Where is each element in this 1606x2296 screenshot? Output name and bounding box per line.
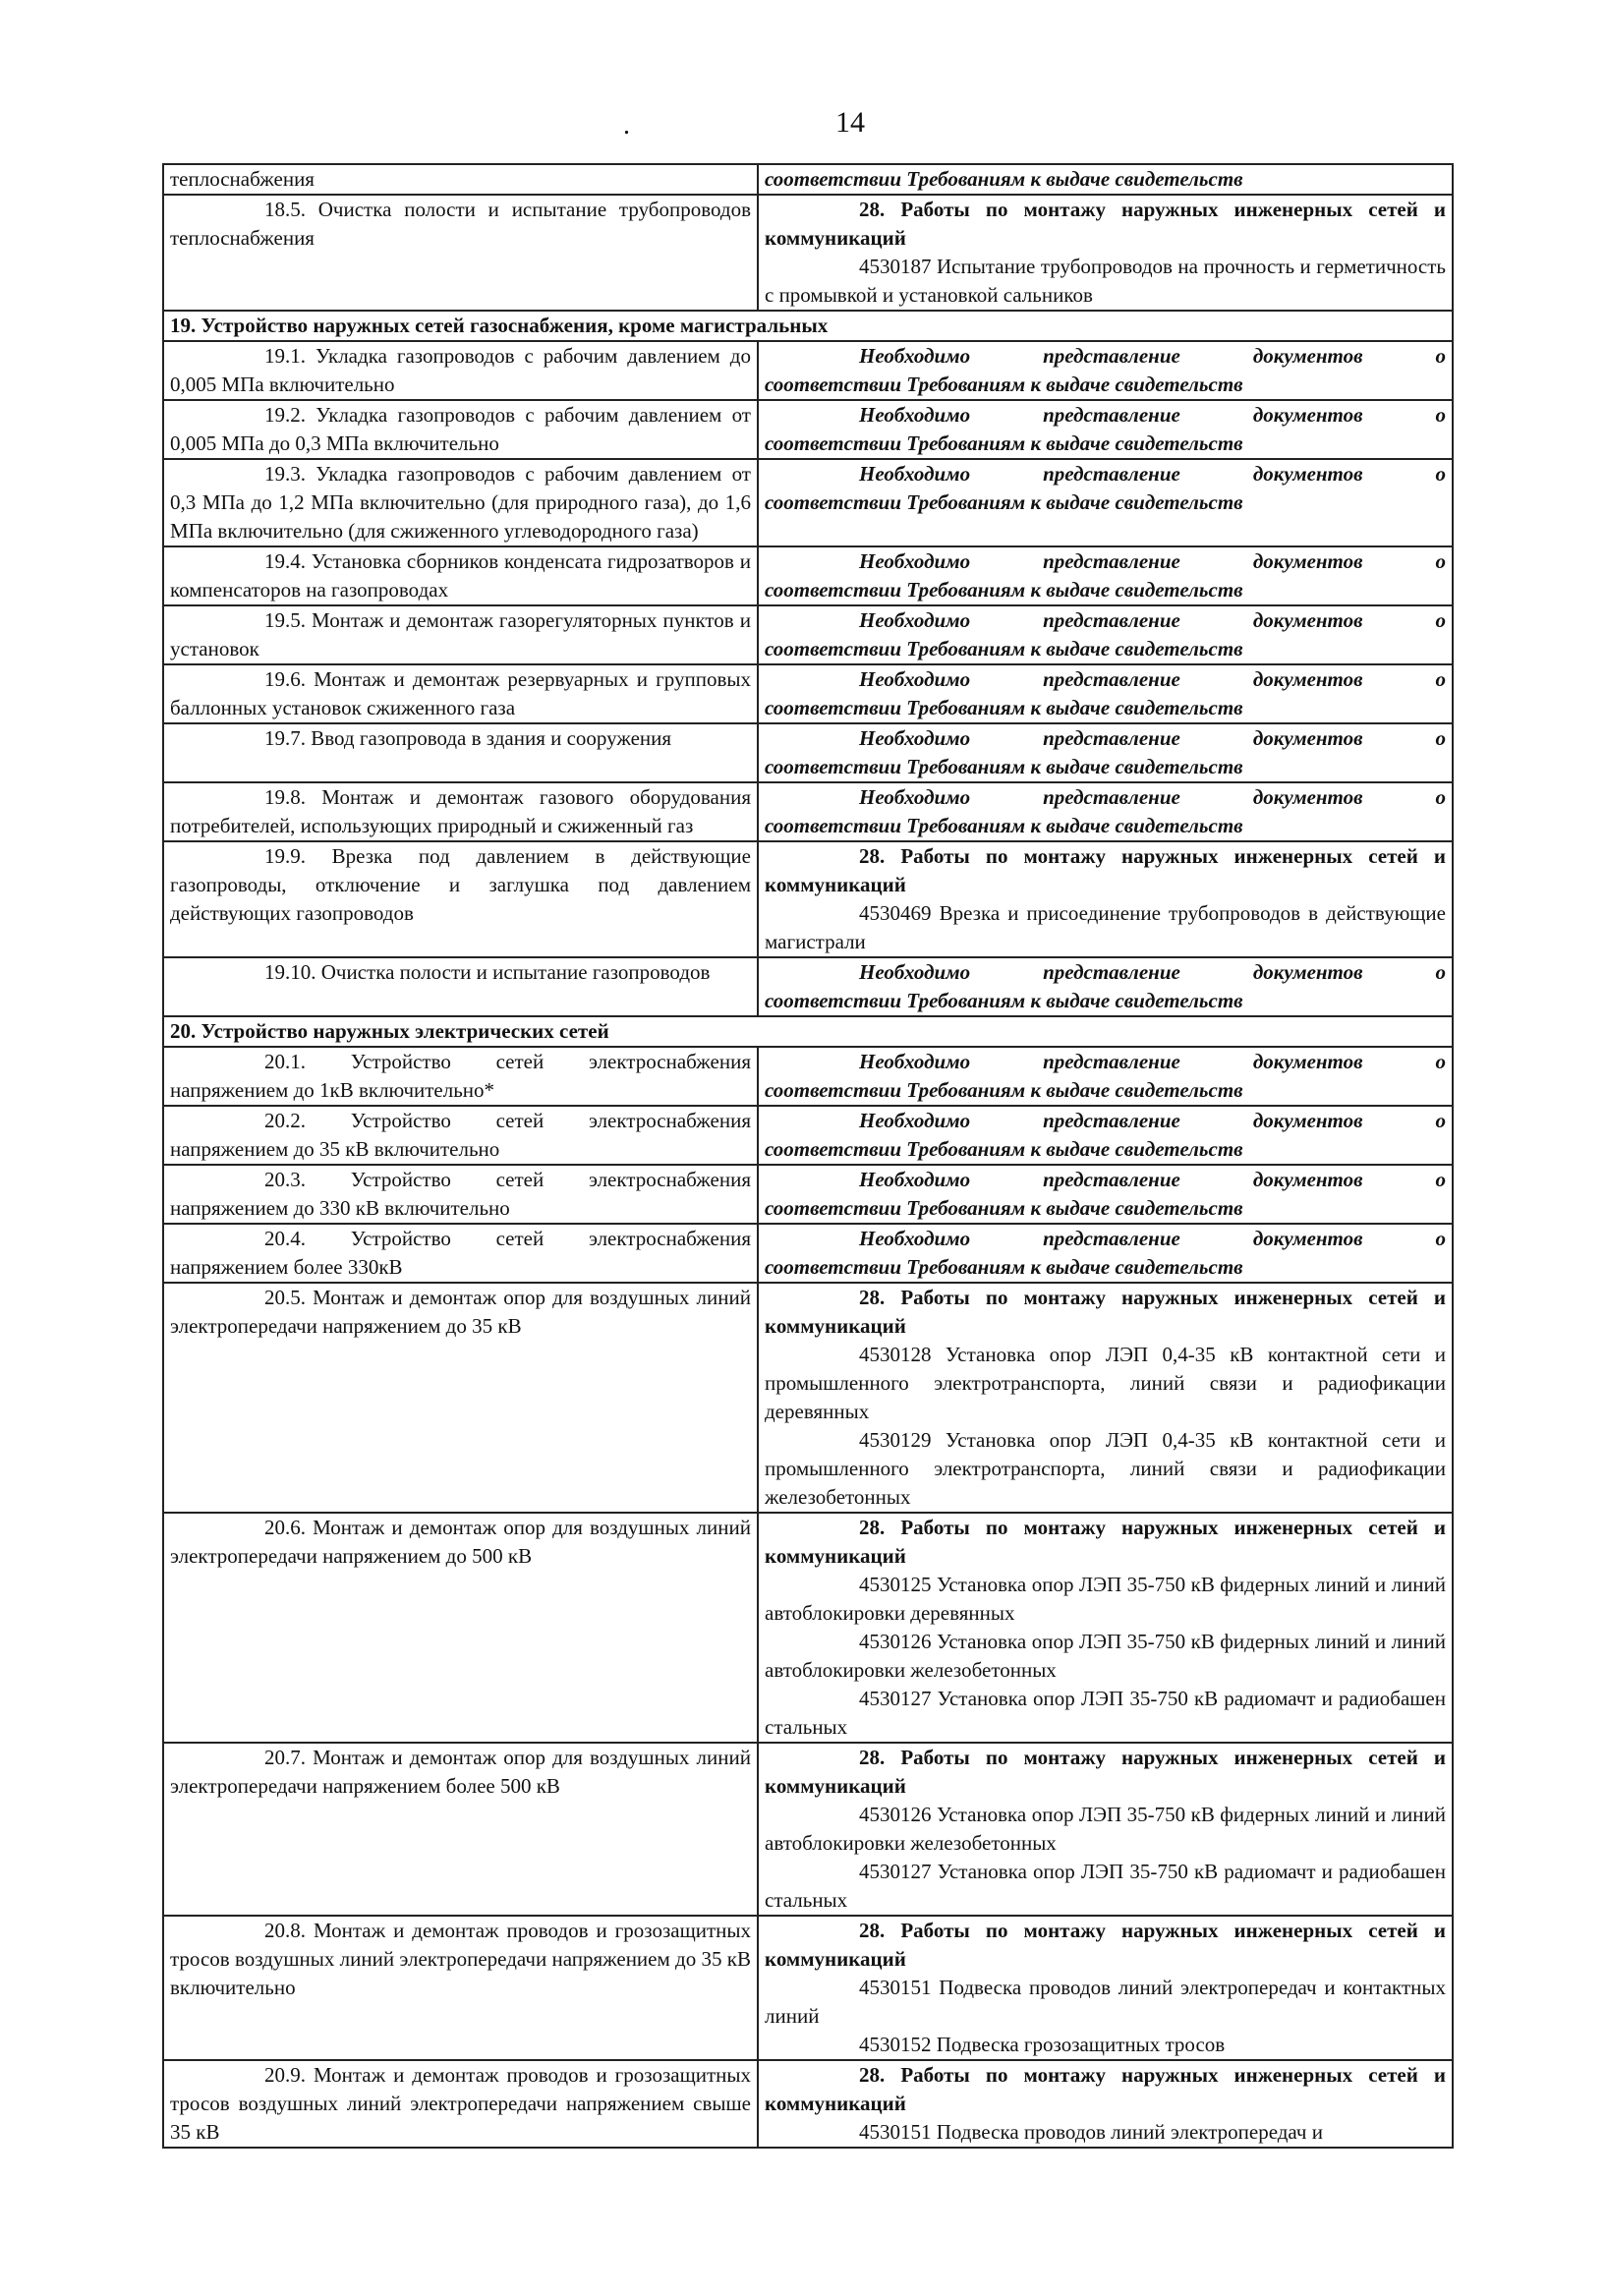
requirement-word: документов (1252, 1227, 1363, 1250)
item-text: 19.6. Монтаж и демонтаж резервуарных и групповых баллонных установок сжиженного газа (170, 667, 751, 719)
item-cell (163, 1916, 758, 2060)
requirement-word: Необходимо (859, 1227, 971, 1250)
table-row (163, 664, 1453, 723)
requirement-word: документов (1252, 344, 1363, 368)
requirement-line-1 (765, 1048, 1446, 1076)
requirement-word: представление (1043, 1227, 1180, 1250)
table-row (163, 1513, 1453, 1743)
table-row (163, 195, 1453, 311)
works-code-item: 4530126 Установка опор ЛЭП 35-750 кВ фидерных линий и линий автоблокировки железобетонных (765, 1803, 1446, 1855)
requirement-word: о (1435, 1168, 1446, 1191)
item-cell (163, 546, 758, 605)
requirement-word: документов (1252, 726, 1363, 750)
requirement-line-2: соответствии Требованиям к выдаче свидетельств (765, 431, 1243, 455)
table-row (163, 400, 1453, 459)
requirement-word: представление (1043, 549, 1180, 573)
table-row (163, 1047, 1453, 1106)
requirement-line-2: соответствии Требованиям к выдаче свидетельств (765, 1078, 1243, 1102)
table-row (163, 311, 1453, 341)
requirement-word: представление (1043, 726, 1180, 750)
requirement-word: представление (1043, 344, 1180, 368)
requirement-line-2: соответствии Требованиям к выдаче свидетельств (765, 578, 1243, 602)
item-text: 19.4. Установка сборников конденсата гидрозатворов и компенсаторов на газопроводах (170, 549, 751, 602)
requirement-word: Необходимо (859, 608, 971, 632)
requirement-line-2: соответствии Требованиям к выдаче свидетельств (765, 637, 1243, 660)
requirement-word: документов (1252, 462, 1363, 486)
item-cell (163, 782, 758, 841)
works-group-heading: 28. Работы по монтажу наружных инженерных сетей и коммуникаций (765, 198, 1446, 250)
item-text: 20.4. Устройство сетей электроснабжения напряжением более 330кВ (170, 1227, 751, 1279)
requirement-line-1 (765, 958, 1446, 987)
requirement-line-1 (765, 606, 1446, 635)
requirement-word: о (1435, 549, 1446, 573)
table-row (163, 723, 1453, 782)
requirement-word: Необходимо (859, 960, 971, 984)
requirement-word: о (1435, 726, 1446, 750)
requirement-cell (758, 546, 1453, 605)
requirement-word: о (1435, 667, 1446, 691)
requirement-word: о (1435, 403, 1446, 427)
works-group-heading: 28. Работы по монтажу наружных инженерных сетей и коммуникаций (765, 1286, 1446, 1338)
works-code-item: 4530129 Установка опор ЛЭП 0,4-35 кВ контактной сети и промышленного электротранспорта, линий связи и радиофикации железобетонных (765, 1428, 1446, 1509)
requirement-line-1 (765, 724, 1446, 753)
works-code-item: 4530127 Установка опор ЛЭП 35-750 кВ радиомачт и радиобашен стальных (765, 1687, 1446, 1739)
item-text: 20.8. Монтаж и демонтаж проводов и грозозащитных тросов воздушных линий электропередачи напряжением до 35 кВ включительно (170, 1919, 751, 1999)
requirement-word: Необходимо (859, 1109, 971, 1132)
requirement-word: о (1435, 462, 1446, 486)
works-code-item: 4530127 Установка опор ЛЭП 35-750 кВ радиомачт и радиобашен стальных (765, 1860, 1446, 1912)
requirement-word: представление (1043, 608, 1180, 632)
item-cell (163, 2060, 758, 2148)
item-cell (163, 723, 758, 782)
requirement-word: представление (1043, 462, 1180, 486)
requirement-line-1 (765, 547, 1446, 576)
works-code-item: 4530128 Установка опор ЛЭП 0,4-35 кВ контактной сети и промышленного электротранспорта, линий связи и радиофикации деревянных (765, 1343, 1446, 1423)
item-cell (163, 1106, 758, 1165)
item-text: 20.6. Монтаж и демонтаж опор для воздушных линий электропередачи напряжением до 500 кВ (170, 1516, 751, 1568)
item-cell (163, 1283, 758, 1513)
item-text: 20.9. Монтаж и демонтаж проводов и грозозащитных тросов воздушных линий электропередачи напряжением свыше 35 кВ (170, 2063, 751, 2144)
requirement-cell (758, 841, 1453, 957)
item-cell (163, 164, 758, 195)
table-row (163, 1283, 1453, 1513)
requirement-cell (758, 605, 1453, 664)
requirement-line-2: соответствии Требованиям к выдаче свидетельств (765, 989, 1243, 1012)
requirement-word: Необходимо (859, 1050, 971, 1073)
works-group-heading: 28. Работы по монтажу наружных инженерных сетей и коммуникаций (765, 844, 1446, 896)
requirement-cell (758, 1743, 1453, 1916)
requirement-cell (758, 400, 1453, 459)
requirement-cell (758, 164, 1453, 195)
item-cell (163, 1047, 758, 1106)
requirement-word: Необходимо (859, 726, 971, 750)
works-code-item: 4530125 Установка опор ЛЭП 35-750 кВ фидерных линий и линий автоблокировки деревянных (765, 1573, 1446, 1625)
requirement-cell (758, 664, 1453, 723)
item-cell (163, 459, 758, 546)
table-row (163, 1916, 1453, 2060)
requirement-line-1 (765, 460, 1446, 488)
works-group-heading: 28. Работы по монтажу наружных инженерных сетей и коммуникаций (765, 2063, 1446, 2115)
requirement-line-2: соответствии Требованиям к выдаче свидетельств (765, 490, 1243, 514)
requirement-line-1 (765, 342, 1446, 371)
item-text: теплоснабжения (170, 167, 315, 191)
works-group-heading: 28. Работы по монтажу наружных инженерных сетей и коммуникаций (765, 1919, 1446, 1971)
item-cell (163, 1224, 758, 1283)
item-cell (163, 1513, 758, 1743)
item-text: 19.5. Монтаж и демонтаж газорегуляторных пунктов и установок (170, 608, 751, 660)
requirement-line-2: соответствии Требованиям к выдаче свидетельств (765, 1196, 1243, 1220)
requirement-word: Необходимо (859, 667, 971, 691)
works-code-item: 4530469 Врезка и присоединение трубопроводов в действующие магистрали (765, 901, 1446, 953)
requirement-line-2: соответствии Требованиям к выдаче свидетельств (765, 167, 1243, 191)
table-body (163, 164, 1453, 2148)
requirement-line-2: соответствии Требованиям к выдаче свидетельств (765, 373, 1243, 396)
works-code-item: 4530152 Подвеска грозозащитных тросов (859, 2033, 1226, 2056)
item-cell (163, 341, 758, 400)
requirement-word: о (1435, 1109, 1446, 1132)
requirement-line-1 (765, 665, 1446, 694)
requirement-word: документов (1252, 667, 1363, 691)
table-row (163, 1106, 1453, 1165)
requirement-cell (758, 1106, 1453, 1165)
requirement-cell (758, 1513, 1453, 1743)
requirement-cell (758, 459, 1453, 546)
table-row (163, 1743, 1453, 1916)
item-cell (163, 400, 758, 459)
requirements-table (162, 163, 1454, 2149)
requirement-word: Необходимо (859, 403, 971, 427)
item-text: 20.1. Устройство сетей электроснабжения напряжением до 1кВ включительно* (170, 1050, 751, 1102)
table-row (163, 782, 1453, 841)
requirement-word: о (1435, 960, 1446, 984)
item-cell (163, 957, 758, 1016)
table-row (163, 957, 1453, 1016)
item-text: 18.5. Очистка полости и испытание трубопроводов теплоснабжения (170, 198, 751, 250)
page-mark: . (623, 110, 630, 141)
item-cell (163, 1165, 758, 1224)
requirement-line-1 (765, 1107, 1446, 1135)
requirement-word: о (1435, 785, 1446, 809)
works-group-heading: 28. Работы по монтажу наружных инженерных сетей и коммуникаций (765, 1516, 1446, 1568)
table-row (163, 164, 1453, 195)
item-text: 20.2. Устройство сетей электроснабжения напряжением до 35 кВ включительно (170, 1109, 751, 1161)
requirement-word: представление (1043, 1050, 1180, 1073)
requirement-cell (758, 1224, 1453, 1283)
requirement-word: представление (1043, 960, 1180, 984)
requirement-cell (758, 723, 1453, 782)
requirement-word: документов (1252, 1168, 1363, 1191)
table-row (163, 1224, 1453, 1283)
works-code-item: 4530187 Испытание трубопроводов на прочность и герметичность с промывкой и установкой сальников (765, 255, 1446, 307)
requirement-word: Необходимо (859, 462, 971, 486)
table-row (163, 605, 1453, 664)
requirement-cell (758, 782, 1453, 841)
requirement-cell (758, 1916, 1453, 2060)
requirement-word: о (1435, 608, 1446, 632)
item-text: 20.5. Монтаж и демонтаж опор для воздушных линий электропередачи напряжением до 35 кВ (170, 1286, 751, 1338)
requirement-line-2: соответствии Требованиям к выдаче свидетельств (765, 814, 1243, 837)
requirement-cell (758, 957, 1453, 1016)
table-row (163, 1165, 1453, 1224)
item-cell (163, 605, 758, 664)
requirement-word: документов (1252, 1050, 1363, 1073)
requirement-line-1 (765, 783, 1446, 812)
requirement-word: о (1435, 1227, 1446, 1250)
requirement-word: представление (1043, 667, 1180, 691)
requirement-word: представление (1043, 1168, 1180, 1191)
section-heading: 20. Устройство наружных электрических сетей (163, 1016, 1453, 1047)
item-text: 19.9. Врезка под давлением в действующие газопроводы, отключение и заглушка под давлением действующих газопроводов (170, 844, 751, 925)
table-row (163, 841, 1453, 957)
requirement-word: представление (1043, 785, 1180, 809)
requirement-word: о (1435, 344, 1446, 368)
requirement-word: документов (1252, 549, 1363, 573)
requirement-cell (758, 1283, 1453, 1513)
requirement-line-1 (765, 1166, 1446, 1194)
requirement-word: документов (1252, 403, 1363, 427)
item-cell (163, 1743, 758, 1916)
works-group-heading: 28. Работы по монтажу наружных инженерных сетей и коммуникаций (765, 1746, 1446, 1798)
table-row (163, 2060, 1453, 2148)
item-cell (163, 195, 758, 311)
table-row (163, 459, 1453, 546)
requirement-cell (758, 195, 1453, 311)
works-code-item: 4530126 Установка опор ЛЭП 35-750 кВ фидерных линий и линий автоблокировки железобетонных (765, 1630, 1446, 1682)
section-heading: 19. Устройство наружных сетей газоснабжения, кроме магистральных (163, 311, 1453, 341)
works-code-item: 4530151 Подвеска проводов линий электропередач и (859, 2120, 1323, 2144)
table-row (163, 1016, 1453, 1047)
requirement-word: представление (1043, 1109, 1180, 1132)
table-row (163, 341, 1453, 400)
requirement-word: документов (1252, 1109, 1363, 1132)
requirement-word: документов (1252, 785, 1363, 809)
item-text: 20.7. Монтаж и демонтаж опор для воздушных линий электропередачи напряжением более 500 кВ (170, 1746, 751, 1798)
works-code-item: 4530151 Подвеска проводов линий электропередач и контактных линий (765, 1976, 1446, 2028)
requirement-line-2: соответствии Требованиям к выдаче свидетельств (765, 696, 1243, 719)
requirement-word: Необходимо (859, 785, 971, 809)
requirement-word: Необходимо (859, 549, 971, 573)
requirement-line-2: соответствии Требованиям к выдаче свидетельств (765, 1255, 1243, 1279)
item-cell (163, 841, 758, 957)
requirement-line-2: соответствии Требованиям к выдаче свидетельств (765, 1137, 1243, 1161)
item-text: 19.7. Ввод газопровода в здания и сооружения (264, 726, 672, 750)
requirement-line-1 (765, 401, 1446, 430)
requirement-line-2: соответствии Требованиям к выдаче свидетельств (765, 755, 1243, 778)
item-text: 19.2. Укладка газопроводов с рабочим давлением от 0,005 МПа до 0,3 МПа включительно (170, 403, 751, 455)
requirement-word: о (1435, 1050, 1446, 1073)
requirement-word: Необходимо (859, 1168, 971, 1191)
item-text: 19.3. Укладка газопроводов с рабочим давлением от 0,3 МПа до 1,2 МПа включительно (для природного газа), до 1,6 МПа включительно (для сжиженного углеводородного газа) (170, 462, 751, 543)
item-text: 19.1. Укладка газопроводов с рабочим давлением до 0,005 МПа включительно (170, 344, 751, 396)
requirement-word: представление (1043, 403, 1180, 427)
item-text: 19.8. Монтаж и демонтаж газового оборудования потребителей, использующих природный и сжиженный газ (170, 785, 751, 837)
requirement-word: документов (1252, 608, 1363, 632)
page-number: 14 (835, 106, 865, 139)
requirement-cell (758, 341, 1453, 400)
item-text: 20.3. Устройство сетей электроснабжения напряжением до 330 кВ включительно (170, 1168, 751, 1220)
item-cell (163, 664, 758, 723)
requirement-word: документов (1252, 960, 1363, 984)
requirement-cell (758, 2060, 1453, 2148)
requirement-line-1 (765, 1225, 1446, 1253)
table-row (163, 546, 1453, 605)
requirement-cell (758, 1165, 1453, 1224)
item-text: 19.10. Очистка полости и испытание газопроводов (264, 960, 711, 984)
requirement-cell (758, 1047, 1453, 1106)
requirement-word: Необходимо (859, 344, 971, 368)
